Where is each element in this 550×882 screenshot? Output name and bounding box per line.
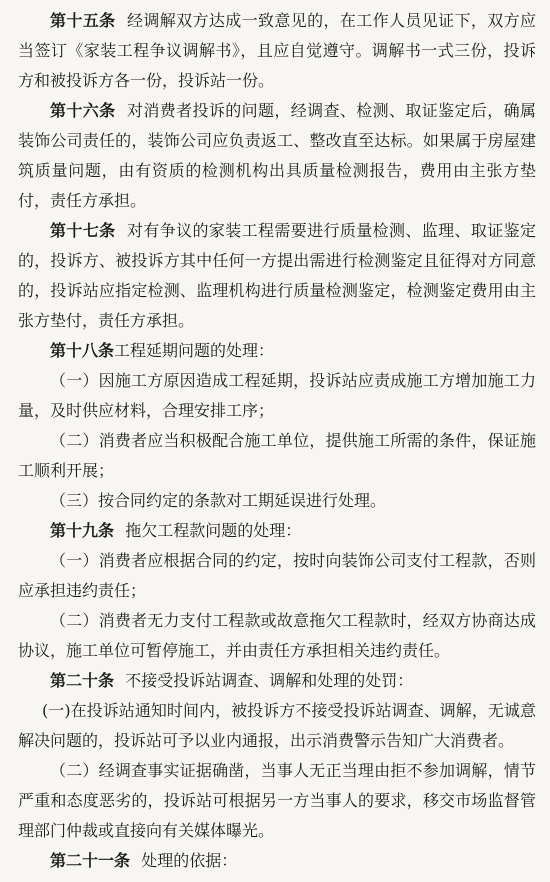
article-label: 第十七条 — [50, 221, 116, 240]
article-19 — [18, 516, 536, 546]
article-18-item-3: （三）按合同约定的条款对工期延误进行处理。 — [50, 491, 387, 510]
article-text: 工程延期问题的处理： — [114, 341, 275, 360]
article-19-item-2: （二）消费者无力支付工程款或故意拖欠工程款时，经双方协商达成协议，施工单位可暂停施工，并由责任方承担相关违约责任。 — [18, 611, 536, 660]
article-text: 经调解双方达成一致意见的，在工作人员见证下，双方应当签订《家装工程争议调解书》，且应自觉遵守。调解书一式三份，投诉方和被投诉方各一份，投诉站一份。 — [18, 11, 536, 90]
article-21 — [18, 846, 536, 876]
article-text: 对有争议的家装工程需要进行质量检测、监理、取证鉴定的，投诉方、被投诉方其中任何一方提出需进行检测鉴定且征得对方同意的，投诉站应指定检测、监理机构进行质量检测鉴定，检测鉴定费用由主张方垫付，责任方承担。 — [18, 221, 536, 330]
article-16 — [18, 96, 536, 216]
article-label: 第二十条 — [50, 671, 115, 690]
article-text: 不接受投诉站调查、调解和处理的处罚： — [125, 671, 414, 690]
article-18-item-2: （二）消费者应当积极配合施工单位，提供施工所需的条件，保证施工顺利开展； — [18, 431, 536, 480]
article-20-item-2: （二）经调查事实证据确凿，当事人无正当理由拒不参加调解，情节严重和态度恶劣的，投诉站可根据另一方当事人的要求，移交市场监督管理部门仲裁或直接向有关媒体曝光。 — [18, 761, 536, 840]
article-19-item-1: （一）消费者应根据合同的约定，按时向装饰公司支付工程款，否则应承担违约责任； — [18, 551, 536, 600]
article-15 — [18, 6, 536, 96]
article-label: 第十九条 — [50, 521, 115, 540]
article-17 — [18, 216, 536, 336]
article-label: 第十六条 — [50, 101, 116, 120]
article-label: 第十五条 — [50, 11, 116, 30]
article-label: 第二十一条 — [50, 851, 131, 870]
article-text: 处理的依据： — [141, 851, 238, 870]
article-18-item-1: （一）因施工方原因造成工程延期，投诉站应责成施工方增加施工力量，及时供应材料，合理安排工序； — [18, 371, 536, 420]
article-20-item-1: (一)在投诉站通知时间内，被投诉方不接受投诉站调查、调解，无诚意解决问题的，投诉站可予以业内通报，出示消费警示告知广大消费者。 — [18, 701, 536, 750]
article-18 — [18, 336, 536, 366]
article-text: 拖欠工程款问题的处理： — [125, 521, 302, 540]
article-text: 对消费者投诉的问题，经调查、检测、取证鉴定后，确属装饰公司责任的，装饰公司应负责返工、整改直至达标。如果属于房屋建筑质量问题，由有资质的检测机构出具质量检测报告，费用由主张方垫付，责任方承担。 — [18, 101, 536, 210]
article-20 — [18, 666, 536, 696]
article-label: 第十八条 — [50, 341, 115, 360]
